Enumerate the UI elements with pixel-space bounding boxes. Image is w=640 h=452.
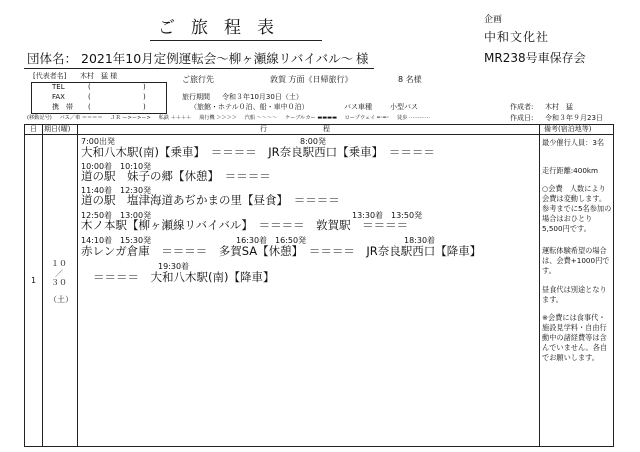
group-name: 2021年10月定例運転会～柳ヶ瀬線リバイバル～ bbox=[81, 51, 354, 66]
tel-paren-open: ( bbox=[88, 83, 91, 91]
group-honorific: 様 bbox=[356, 51, 369, 66]
mobile-label: 携 帯 bbox=[52, 103, 73, 111]
table-right bbox=[613, 124, 614, 447]
date-day: ３０ bbox=[51, 278, 67, 287]
header-notes: 備考(宿泊地等) bbox=[544, 125, 592, 133]
title-underline bbox=[150, 40, 322, 41]
fax-paren-open: ( bbox=[88, 93, 91, 101]
legend-item: 汽船 ～～～～ bbox=[244, 115, 278, 121]
event-place: ＝＝＝＝ 大和八木駅(南)【降車】 bbox=[93, 270, 275, 284]
people-count: 8 名様 bbox=[398, 75, 422, 84]
destination-label: ご旅行先 bbox=[182, 75, 214, 84]
header-itinerary: 行 程 bbox=[260, 125, 330, 133]
mobile-paren-open: ( bbox=[88, 103, 91, 111]
representative-name: 木村 猛 様 bbox=[80, 72, 118, 80]
created-label: 作成日: bbox=[510, 114, 534, 122]
event-time: 18:30着 bbox=[404, 236, 436, 245]
event-time: 16:30着 16:50発 bbox=[236, 236, 307, 245]
note-lunch: 昼食代は別途となります。 bbox=[542, 285, 607, 304]
legend-item: ケーブルカー ▬▬▬▬ bbox=[285, 115, 337, 121]
date-month: １０ bbox=[51, 259, 67, 268]
event-place: 道の駅 塩津海道あぢかまの里【昼食】 ＝＝＝＝ bbox=[81, 193, 340, 207]
note-meal: ※会費には食事代・施設見学料・自由行動中の諸経費等は含んでいません。各自でお願いします。 bbox=[542, 313, 608, 362]
created-date: 令和３年９月23日 bbox=[545, 114, 603, 122]
legend-item: バス／車 ＝＝＝＝ bbox=[59, 115, 103, 121]
legend-item: (移動記号) bbox=[27, 115, 52, 121]
event-time: 14:10着 15:30発 bbox=[81, 236, 152, 245]
weekday: （土） bbox=[49, 295, 73, 304]
note-fee: ○会費 人数により会費は変動します。参考までに5名参加の場合はおひとり5,500円です。 bbox=[542, 184, 612, 233]
note-min-people: 最少催行人員：3名 bbox=[542, 138, 605, 147]
event-place: 道の駅 妹子の郷【休憩】 ＝＝＝＝ bbox=[81, 169, 271, 183]
event-time: 11:40着 12:30発 bbox=[81, 186, 152, 195]
event-time: 19:30着 bbox=[158, 262, 190, 271]
event-time: 13:30着 13:50発 bbox=[352, 211, 423, 220]
table-bottom bbox=[24, 446, 614, 447]
transport-legend bbox=[27, 116, 430, 121]
period-label: 旅行期間 bbox=[182, 93, 210, 101]
tel-label: TEL bbox=[52, 83, 65, 91]
legend-item: ロープウェイ ━◦━◦ bbox=[344, 115, 390, 121]
legend-item: 徒歩 ⋯⋯⋯⋯ bbox=[397, 115, 430, 121]
creator: 木村 猛 bbox=[545, 103, 573, 111]
fax-paren-close: ) bbox=[143, 93, 146, 101]
bus-type: 小型バス bbox=[390, 103, 418, 111]
mobile-paren-close: ) bbox=[143, 103, 146, 111]
event-time: 7:00出発 bbox=[81, 137, 115, 146]
date-slash: ／ bbox=[55, 269, 63, 278]
legend-item: ＪＲ ー>ー>ー> bbox=[110, 115, 151, 121]
col-sep-day bbox=[42, 124, 43, 447]
header-day: 日 bbox=[30, 125, 37, 133]
page-title: ご旅程表 bbox=[158, 18, 290, 38]
event-time: 8:00発 bbox=[300, 137, 326, 146]
group-underline bbox=[24, 68, 374, 69]
lodging: （旅館・ホテル０泊、船・車中０泊） bbox=[190, 103, 309, 111]
bus-type-label: バス車種 bbox=[344, 103, 372, 111]
kikaku-label: 企画 bbox=[484, 15, 503, 25]
header-date: 期日(曜) bbox=[44, 125, 71, 133]
note-fee-driving: 運転体験希望の場合は、会費+1000円です。 bbox=[542, 246, 610, 275]
legend-item: 私鉄 ＋＋＋＋ bbox=[158, 115, 192, 121]
day-number: 1 bbox=[31, 276, 37, 285]
period: 令和３年10月30日（土） bbox=[222, 93, 303, 101]
tel-paren-close: ) bbox=[143, 83, 146, 91]
destination: 敦賀 方面《日帰旅行》 bbox=[270, 75, 353, 84]
event-place: 大和八木駅(南)【乗車】 ＝＝＝＝ JR奈良駅西口【乗車】 ＝＝＝＝ bbox=[81, 145, 435, 159]
event-place: 木ノ本駅【柳ヶ瀬線リバイバル】 ＝＝＝＝ 敦賀駅 ＝＝＝＝ bbox=[81, 218, 409, 232]
group-label: 団体名： bbox=[27, 51, 78, 66]
event-place: 赤レンガ倉庫 ＝＝＝＝ 多賀SA【休憩】 ＝＝＝＝ JR奈良駅西口【降車】 bbox=[81, 244, 482, 258]
company-logo: 中和文化社 bbox=[484, 30, 550, 44]
col-sep-notes bbox=[539, 124, 540, 447]
table-left bbox=[24, 124, 25, 447]
col-sep-date bbox=[77, 124, 78, 447]
creator-label: 作成者: bbox=[510, 103, 534, 111]
representative-label: [代表者名] bbox=[33, 72, 67, 80]
event-time: 10:00着 10:10発 bbox=[81, 162, 152, 171]
legend-item: 飛行機 ＞＞＞＞ bbox=[199, 115, 237, 121]
table-header-line bbox=[24, 134, 614, 135]
note-distance: 走行距離:400km bbox=[542, 166, 599, 175]
fax-label: FAX bbox=[52, 93, 65, 101]
company-sub: MR238号車保存会 bbox=[484, 51, 586, 65]
event-time: 12:50着 13:00発 bbox=[81, 211, 152, 220]
